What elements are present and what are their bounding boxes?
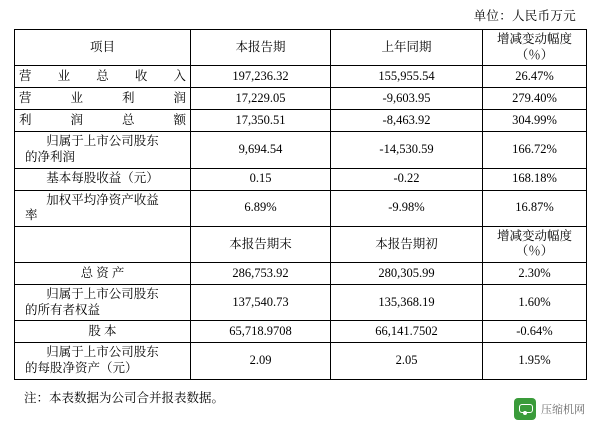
row-prior-value: 66,141.7502 xyxy=(331,321,483,343)
row-prior-value: -9,603.95 xyxy=(331,88,483,110)
table-row xyxy=(15,88,587,110)
row-prior-value: -9.98% xyxy=(331,190,483,226)
header-change-rate-line1: 增减变动幅度 xyxy=(496,32,572,46)
table-row xyxy=(15,343,587,379)
row-change-value: -0.64% xyxy=(483,321,587,343)
header-period-begin: 本报告期初 xyxy=(331,226,483,262)
row-prior-value: 280,305.99 xyxy=(331,263,483,285)
row-prior-value: 2.05 xyxy=(331,343,483,379)
row-current-value: 65,718.9708 xyxy=(191,321,331,343)
row-label-line1: 归属于上市公司股东 xyxy=(46,134,159,149)
row-label-line1: 归属于上市公司股东 xyxy=(46,345,159,360)
row-change-value: 304.99% xyxy=(483,110,587,132)
table-row xyxy=(15,66,587,88)
header-period-end: 本报告期末 xyxy=(191,226,331,262)
row-change-value: 1.60% xyxy=(483,285,587,321)
watermark xyxy=(509,395,590,423)
footer-note: 注：本表数据为公司合并报表数据。 xyxy=(24,390,225,405)
header-change-rate-line2: （％） xyxy=(515,47,554,62)
row-label: 利润总额 xyxy=(15,110,191,132)
row-label-line1: 归属于上市公司股东 xyxy=(46,287,159,301)
row-change-value: 168.18% xyxy=(483,168,587,190)
row-label: 总 资 产 xyxy=(15,263,191,285)
row-current-value: 197,236.32 xyxy=(191,66,331,88)
row-label: 营业利润 xyxy=(15,88,191,110)
row-label-line2: 率 xyxy=(25,208,38,223)
header-change-rate-line1: 增减变动幅度 xyxy=(496,228,572,243)
row-change-value: 166.72% xyxy=(483,132,587,168)
row-current-value: 17,350.51 xyxy=(191,110,331,132)
row-change-value: 16.87% xyxy=(483,190,587,226)
row-label-line1: 加权平均净资产收益 xyxy=(46,192,159,207)
row-label xyxy=(15,190,191,226)
row-change-value: 26.47% xyxy=(483,66,587,88)
row-label: 基本每股收益（元） xyxy=(15,168,191,190)
row-label: 营业总收入 xyxy=(15,66,191,88)
header-change-rate xyxy=(483,226,587,262)
row-label-line2: 的每股净资产（元） xyxy=(25,360,138,375)
header-change-rate-line2: （％） xyxy=(515,244,554,259)
row-label xyxy=(15,285,191,321)
header-item-blank xyxy=(15,226,191,262)
table-row xyxy=(15,263,587,285)
row-label xyxy=(15,343,191,379)
header-item: 项目 xyxy=(15,30,191,66)
table-row xyxy=(15,168,587,190)
table-row xyxy=(15,110,587,132)
row-prior-value: 135,368.19 xyxy=(331,285,483,321)
compressor-logo-icon xyxy=(514,398,536,420)
row-change-value: 1.95% xyxy=(483,343,587,379)
unit-note: 单位：人民币万元 xyxy=(473,9,576,23)
row-prior-value: 155,955.54 xyxy=(331,66,483,88)
row-current-value: 9,694.54 xyxy=(191,132,331,168)
table-header-row-balance xyxy=(15,226,587,262)
row-current-value: 286,753.92 xyxy=(191,263,331,285)
header-current-period: 本报告期 xyxy=(191,30,331,66)
row-label: 股 本 xyxy=(15,321,191,343)
table-row xyxy=(15,321,587,343)
table-row xyxy=(15,190,587,226)
row-label-line2: 的所有者权益 xyxy=(25,302,101,317)
row-current-value: 2.09 xyxy=(191,343,331,379)
row-label-line2: 的净利润 xyxy=(25,149,76,164)
row-current-value: 17,229.05 xyxy=(191,88,331,110)
row-current-value: 0.15 xyxy=(191,168,331,190)
table-row xyxy=(15,132,587,168)
financial-summary-table xyxy=(14,29,587,380)
table-row xyxy=(15,285,587,321)
header-prior-period: 上年同期 xyxy=(331,30,483,66)
row-prior-value: -14,530.59 xyxy=(331,132,483,168)
header-change-rate xyxy=(483,30,587,66)
row-label xyxy=(15,132,191,168)
row-current-value: 137,540.73 xyxy=(191,285,331,321)
table-header-row-period xyxy=(15,30,587,66)
watermark-label: 压缩机网 xyxy=(541,404,585,416)
row-change-value: 279.40% xyxy=(483,88,587,110)
row-prior-value: -8,463.92 xyxy=(331,110,483,132)
row-change-value: 2.30% xyxy=(483,263,587,285)
row-prior-value: -0.22 xyxy=(331,168,483,190)
row-current-value: 6.89% xyxy=(191,190,331,226)
